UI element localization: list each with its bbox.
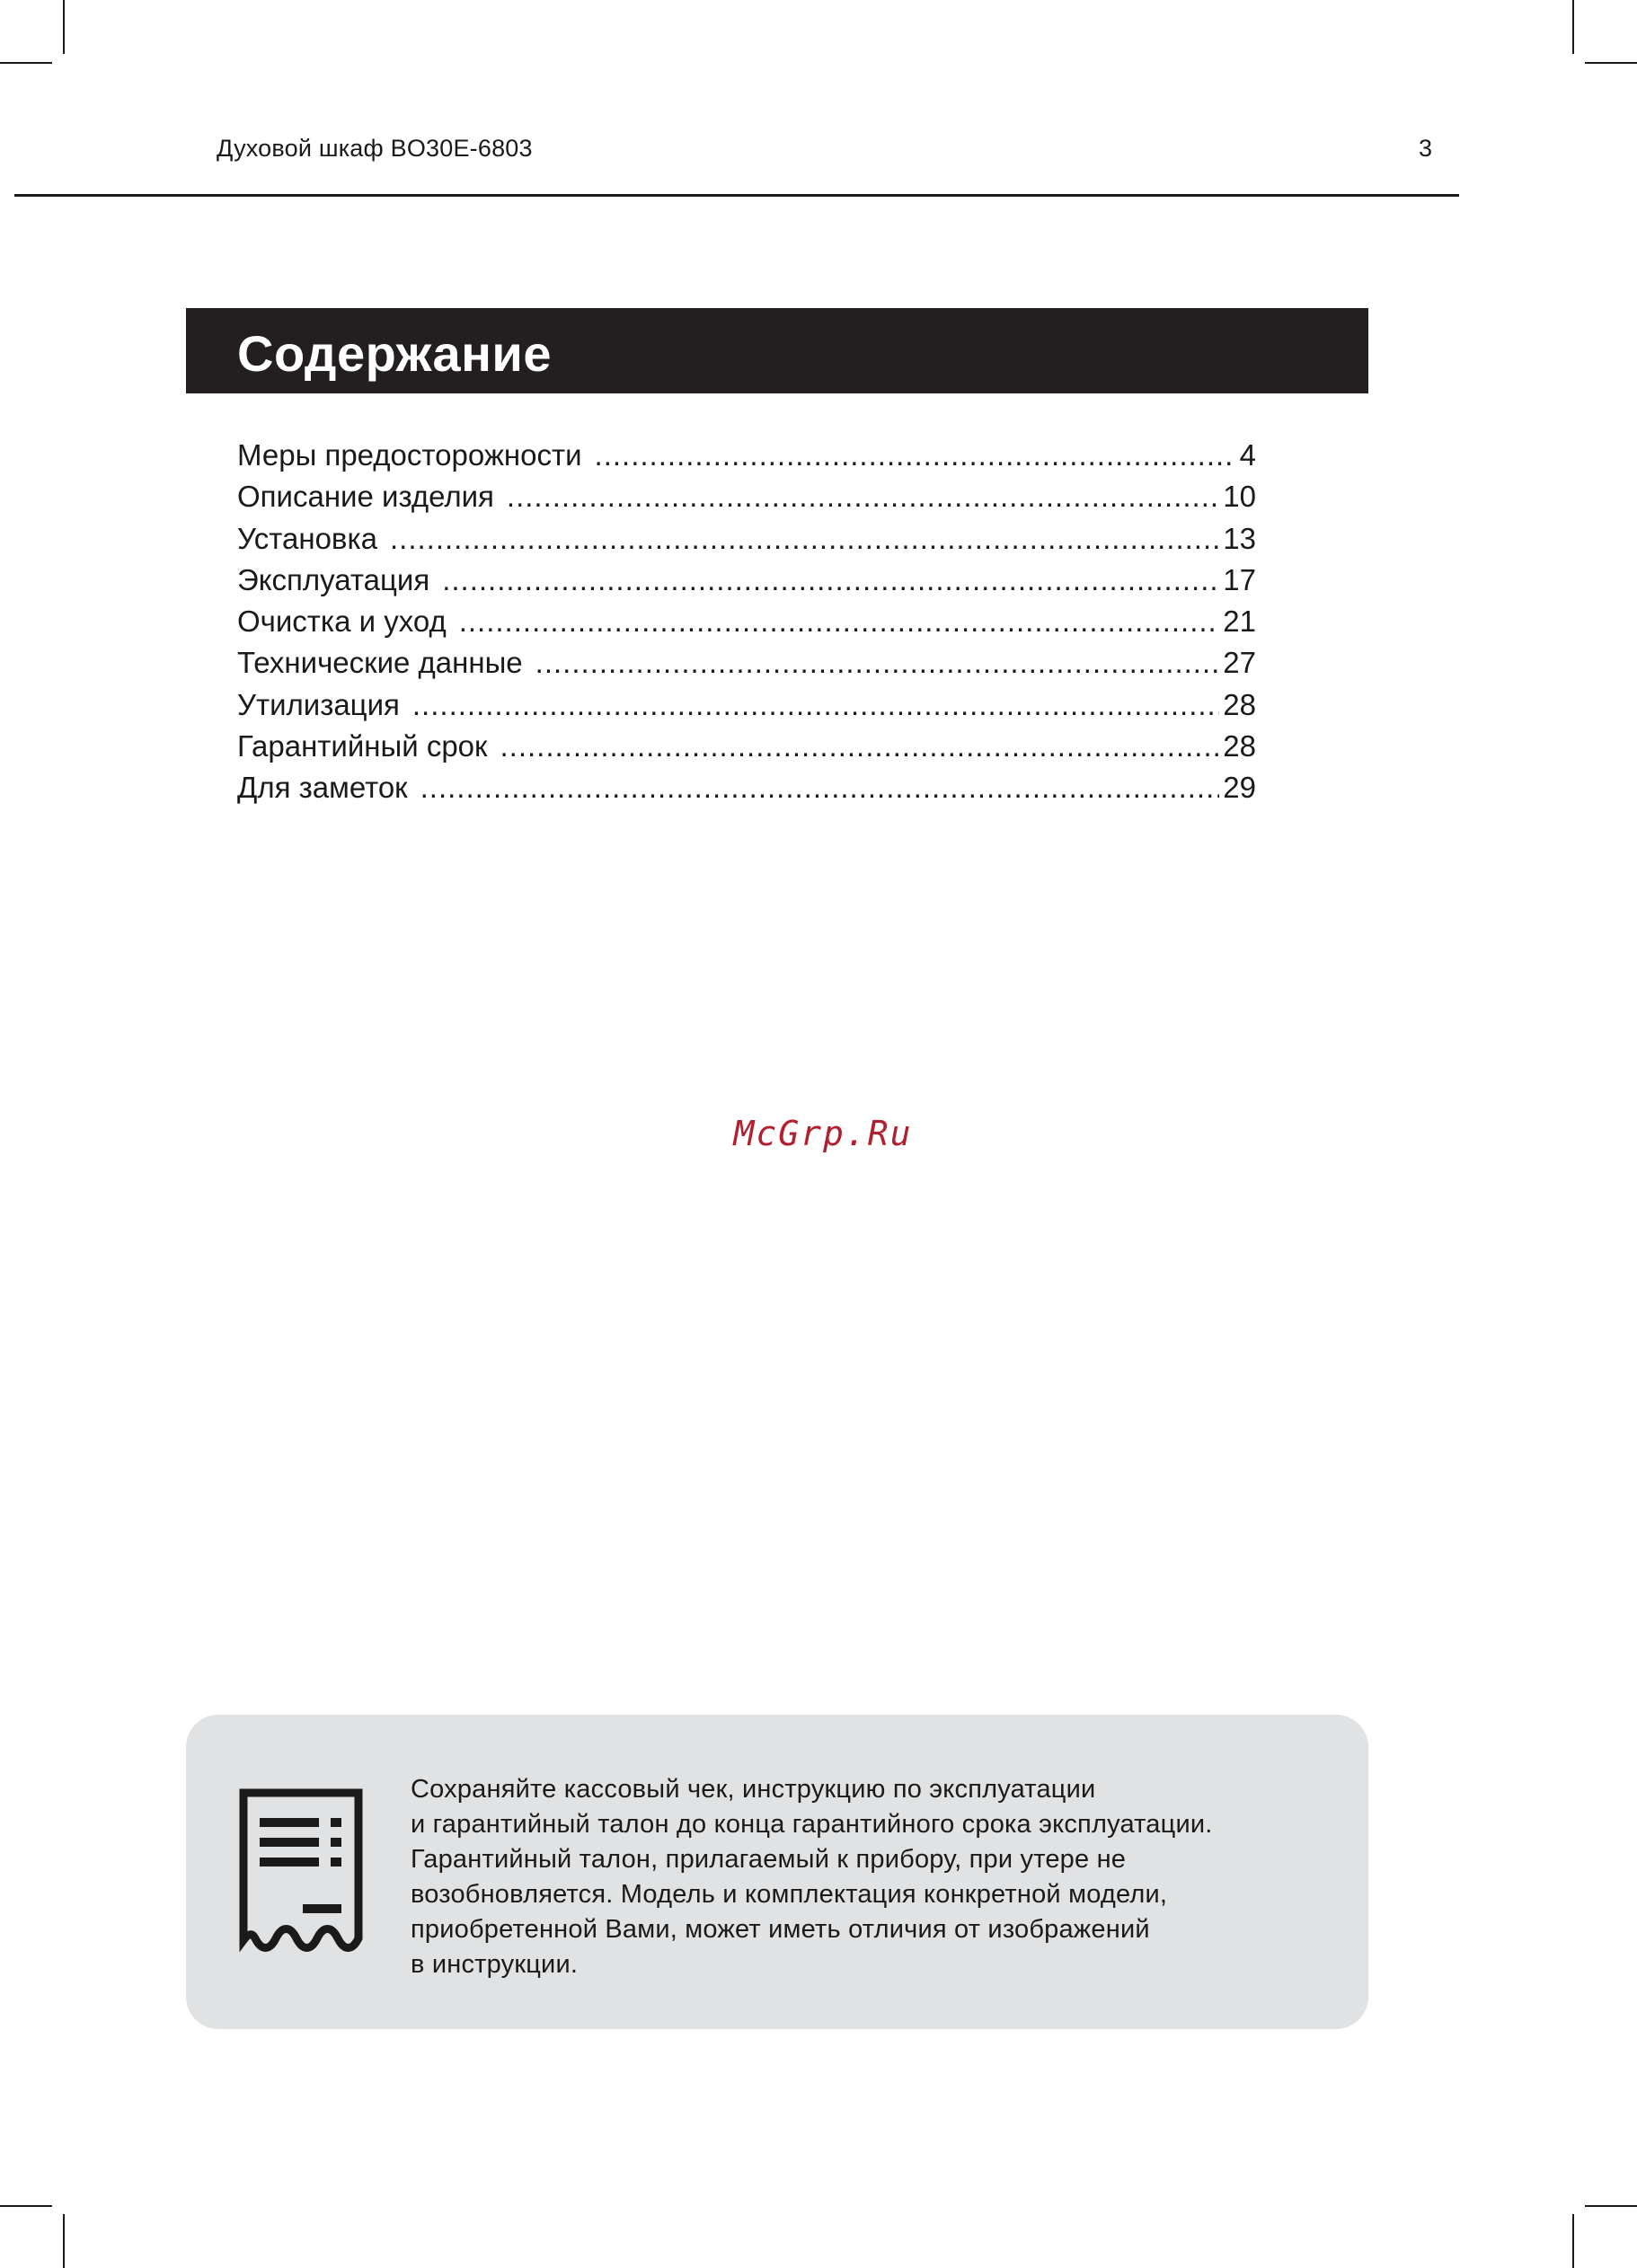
table-of-contents bbox=[237, 435, 1256, 809]
toc-item-page: 27 bbox=[1223, 646, 1256, 680]
notice-line: Сохраняйте кассовый чек, инструкцию по эксплуатации bbox=[411, 1775, 1096, 1804]
notice-box bbox=[186, 1715, 1368, 2029]
toc-item-page: 21 bbox=[1223, 605, 1256, 639]
crop-mark bbox=[1572, 0, 1574, 54]
document-title: Духовой шкаф BO30E-6803 bbox=[217, 135, 533, 162]
toc-item[interactable] bbox=[237, 684, 1256, 726]
receipt-icon bbox=[238, 1787, 364, 1954]
notice-line: в инструкции. bbox=[411, 1950, 579, 1979]
crop-mark bbox=[1585, 2205, 1637, 2207]
toc-leader-dots bbox=[390, 518, 1219, 560]
toc-item-label: Гарантийный срок bbox=[237, 729, 488, 763]
toc-item[interactable] bbox=[237, 435, 1256, 476]
toc-item-label: Установка bbox=[237, 521, 377, 555]
crop-mark bbox=[63, 0, 65, 54]
toc-leader-dots bbox=[442, 560, 1219, 601]
toc-leader-dots bbox=[420, 767, 1220, 808]
toc-leader-dots bbox=[459, 601, 1220, 642]
toc-item[interactable] bbox=[237, 642, 1256, 684]
toc-item[interactable] bbox=[237, 601, 1256, 642]
page-title: Содержание bbox=[237, 325, 552, 382]
toc-item-page: 28 bbox=[1223, 729, 1256, 763]
notice-line: приобретенной Вами, может иметь отличия от изображений bbox=[411, 1915, 1150, 1944]
toc-item[interactable] bbox=[237, 518, 1256, 560]
toc-leader-dots bbox=[595, 435, 1236, 476]
toc-item-label: Для заметок bbox=[237, 771, 408, 805]
toc-leader-dots bbox=[412, 684, 1219, 726]
toc-item[interactable] bbox=[237, 476, 1256, 517]
toc-item-page: 10 bbox=[1223, 480, 1256, 514]
toc-leader-dots bbox=[507, 476, 1219, 517]
toc-item-label: Эксплуатация bbox=[237, 562, 430, 596]
toc-item-page: 29 bbox=[1223, 771, 1256, 805]
toc-item[interactable] bbox=[237, 726, 1256, 767]
notice-line: возобновляется. Модель и комплектация конкретной модели, bbox=[411, 1880, 1168, 1909]
toc-item-page: 17 bbox=[1223, 562, 1256, 596]
crop-mark bbox=[0, 2205, 52, 2207]
toc-item-label: Утилизация bbox=[237, 687, 400, 721]
crop-mark bbox=[1585, 62, 1637, 64]
toc-leader-dots bbox=[535, 642, 1220, 684]
section-title-bar bbox=[186, 308, 1368, 393]
toc-item-page: 13 bbox=[1223, 521, 1256, 555]
toc-item-label: Технические данные bbox=[237, 646, 523, 680]
crop-mark bbox=[1572, 2214, 1574, 2268]
notice-line: и гарантийный талон до конца гарантийного срока эксплуатации. bbox=[411, 1810, 1213, 1839]
toc-item-page: 4 bbox=[1239, 438, 1256, 472]
toc-item[interactable] bbox=[237, 560, 1256, 601]
toc-item-label: Описание изделия bbox=[237, 480, 494, 514]
watermark: McGrp.Ru bbox=[733, 1114, 913, 1153]
toc-leader-dots bbox=[500, 726, 1219, 767]
crop-mark bbox=[0, 62, 52, 64]
toc-item-label: Очистка и уход bbox=[237, 605, 447, 639]
notice-text bbox=[411, 1772, 1327, 1982]
toc-item-label: Меры предосторожности bbox=[237, 438, 582, 472]
toc-item-page: 28 bbox=[1223, 687, 1256, 721]
notice-line: Гарантийный талон, прилагаемый к прибору, при утере не bbox=[411, 1845, 1127, 1874]
header-divider bbox=[14, 194, 1459, 197]
page-number: 3 bbox=[1418, 135, 1432, 162]
crop-mark bbox=[63, 2214, 65, 2268]
toc-item[interactable] bbox=[237, 767, 1256, 808]
